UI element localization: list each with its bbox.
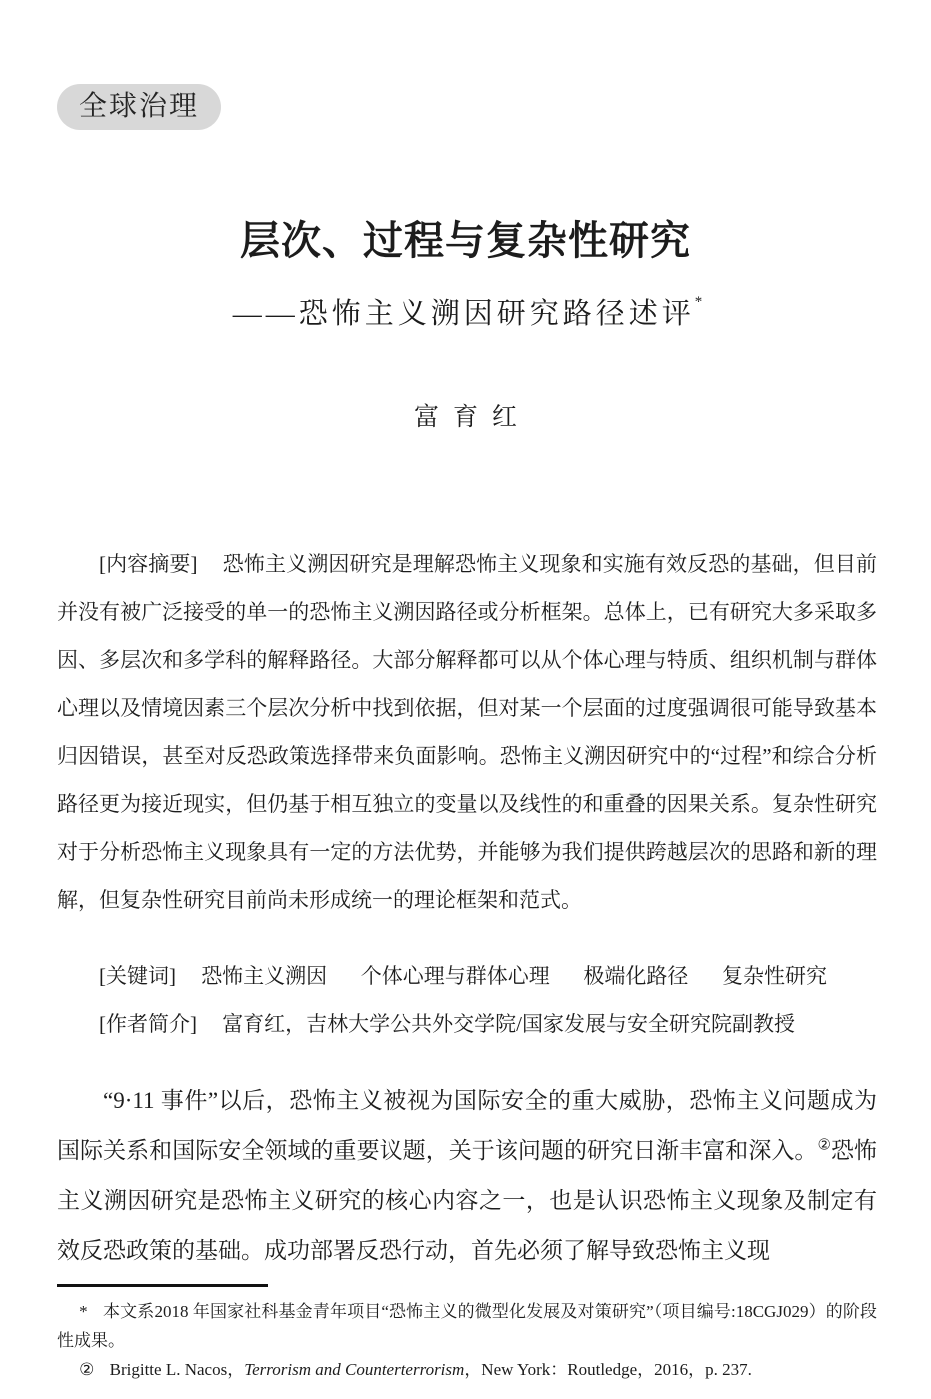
- article-title: 层次、过程与复杂性研究: [240, 218, 691, 263]
- abstract-label: [内容摘要]: [99, 552, 198, 576]
- author-bio-text: 富育红，吉林大学公共外交学院/国家发展与安全研究院副教授: [222, 1012, 796, 1036]
- footnote-2-suffix: ，New York：Routledge，2016，p. 237.: [464, 1360, 752, 1379]
- category-badge-label: 全球治理: [79, 90, 200, 121]
- keyword-item: 复杂性研究: [721, 964, 827, 988]
- footnote-1: [57, 1297, 877, 1355]
- body-paragraph: [57, 1076, 877, 1276]
- body-text-part2: 恐怖主义溯因研究是恐怖主义研究的核心内容之一，也是认识恐怖主义现象及制定有效反恐政策的基础。成功部署反恐行动，首先必须了解导致恐怖主义现: [57, 1138, 878, 1263]
- author-name: 富育红: [413, 404, 531, 431]
- abstract-text: 恐怖主义溯因研究是理解恐怖主义现象和实施有效反恐的基础，但目前并没有被广泛接受的单一的恐怖主义溯因路径或分析框架。总体上，已有研究大多采取多因、多层次和多学科的解释路径。大部分解释都可以从个体心理与特质、组织机制与群体心理以及情境因素三个层次分析中找到依据，但对某一个层面的过度强调很可能导致基本归因错误，甚至对反恐政策选择带来负面影响。恐怖主义溯因研究中的“过程”和综合分析路径更为接近现实，但仍基于相互独立的变量以及线性的和重叠的因果关系。复杂性研究对于分析恐怖主义现象具有一定的方法优势，并能够为我们提供跨越层次的思路和新的理解，但复杂性研究目前尚未形成统一的理论框架和范式。: [57, 552, 877, 912]
- title-footnote-marker: *: [694, 294, 703, 310]
- keywords-label: [关键词]: [99, 964, 176, 988]
- footnote-1-text: 本文系2018 年国家社科基金青年项目“恐怖主义的微型化发展及对策研究”（项目编号:18CGJ029）的阶段性成果。: [57, 1302, 877, 1350]
- footnote-2-book-title: Terrorism and Counterterrorism: [244, 1360, 465, 1379]
- footnote-1-marker: *: [79, 1302, 88, 1321]
- footnotes-section: [57, 1284, 877, 1384]
- footnote-ref-2: ②: [817, 1137, 831, 1154]
- footnote-2-marker: ②: [79, 1360, 95, 1379]
- keyword-item: 个体心理与群体心理: [360, 964, 550, 988]
- keywords-line: [57, 952, 877, 1000]
- body-text-part1: “9·11 事件”以后，恐怖主义被视为国际安全的重大威胁，恐怖主义问题成为国际关系和国际安全领域的重要议题，关于该问题的研究日渐丰富和深入。: [57, 1088, 877, 1163]
- article-subtitle-text: ——恐怖主义溯因研究路径述评: [232, 298, 695, 330]
- footnote-2-prefix: Brigitte L. Nacos，: [109, 1360, 245, 1379]
- abstract-paragraph: [57, 540, 877, 924]
- article-subtitle: [0, 294, 931, 332]
- category-badge: [57, 84, 221, 130]
- author-bio-label: [作者简介]: [99, 1012, 197, 1036]
- keyword-item: 极端化路径: [583, 964, 689, 988]
- keyword-item: 恐怖主义溯因: [201, 964, 328, 988]
- footnote-2: [57, 1355, 877, 1384]
- author-bio-line: [57, 1000, 877, 1048]
- footnote-separator-rule: [57, 1284, 268, 1287]
